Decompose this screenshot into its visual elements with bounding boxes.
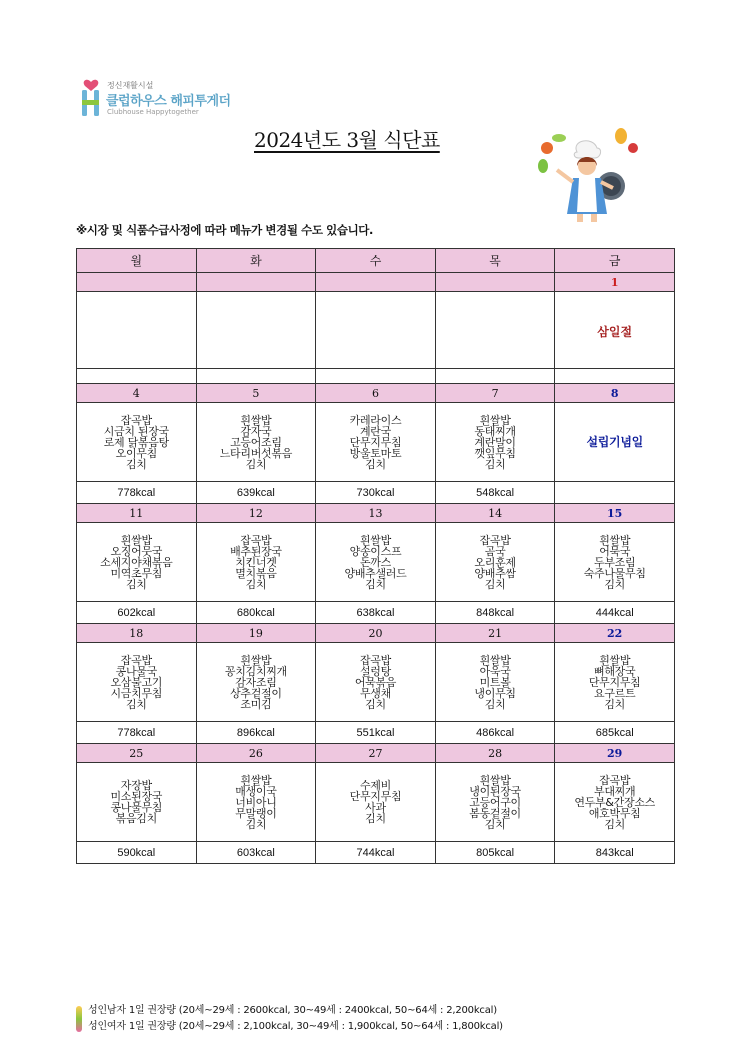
date-cell-thu: 7 (435, 384, 555, 403)
menu-cell-tue (196, 643, 316, 722)
weekday-wed: 수 (316, 249, 436, 273)
menu-cell-wed (316, 643, 436, 722)
menu-item: 조미김 (240, 697, 272, 711)
menu-item: 뼈해장국 (594, 664, 636, 678)
menu-item: 잡곡밥 (240, 533, 272, 547)
date-cell-fri: 15 (555, 504, 675, 523)
date-cell-mon: 25 (77, 744, 197, 763)
menu-item: 시금치 된장국 (103, 424, 169, 438)
menu-item: 김치 (125, 457, 147, 471)
menu-cell-fri (555, 523, 675, 602)
menu-item: 흰쌀밥 (479, 413, 511, 427)
kcal-cell-thu: 805kcal (435, 842, 555, 864)
menu-item: 김치 (125, 697, 147, 711)
kcal-cell-mon: 602kcal (77, 602, 197, 624)
menu-item: 냉이무침 (474, 686, 516, 700)
kcal-cell-fri: 843kcal (555, 842, 675, 864)
menu-item: 계란국 (359, 424, 391, 438)
date-cell-mon: 11 (77, 504, 197, 523)
kcal-cell-wed (316, 369, 436, 384)
weekday-header-row (77, 249, 675, 273)
menu-item: 애호박무침 (588, 806, 641, 820)
menu-item: 김치 (484, 697, 506, 711)
logo-english-name: Clubhouse Happytogether (107, 108, 199, 116)
menu-item: 김치 (365, 577, 386, 591)
menu-item: 김치 (125, 577, 147, 591)
menu-cell-tue (196, 403, 316, 482)
menu-cell-thu (435, 292, 555, 369)
menu-item: 느타리버섯볶음 (219, 446, 293, 460)
clubhouse-logo (80, 78, 250, 122)
menu-item: 고등어조림 (230, 435, 282, 449)
menu-item: 감자국 (240, 424, 272, 438)
menu-item: 단무지무침 (588, 675, 641, 689)
kcal-cell-wed: 730kcal (316, 482, 436, 504)
kcal-cell-wed: 744kcal (316, 842, 436, 864)
menu-item: 콩나물무침 (110, 801, 163, 814)
date-cell-wed: 6 (316, 384, 436, 403)
date-cell-tue: 26 (196, 744, 316, 763)
weekday-thu: 목 (435, 249, 555, 273)
menu-item: 김치 (365, 697, 386, 711)
footer-female-intake: 성인여자 1일 권장량 (20세~29세 : 2,100kcal, 30~49세 : 1,900kcal, 50~64세 : 1,800kcal) (88, 1021, 503, 1032)
menu-item: 김치 (245, 457, 267, 471)
logo-h-icon (80, 78, 102, 118)
kcal-cell-mon: 590kcal (77, 842, 197, 864)
weekday-mon: 월 (77, 249, 197, 273)
menu-cell-thu (435, 763, 555, 842)
menu-item: 요구르트 (594, 686, 636, 700)
menu-row (77, 292, 675, 369)
menu-cell-mon (77, 523, 197, 602)
date-cell-thu: 28 (435, 744, 555, 763)
menu-item: 두부조림 (594, 555, 636, 569)
kcal-cell-tue: 639kcal (196, 482, 316, 504)
menu-item: 오이무침 (115, 446, 157, 460)
menu-cell-mon (77, 403, 197, 482)
menu-item: 숙주나물무침 (583, 566, 646, 580)
menu-item: 시금치무침 (110, 686, 163, 700)
weekday-fri: 금 (555, 249, 675, 273)
date-cell-thu: 21 (435, 624, 555, 643)
menu-item: 김치 (365, 457, 386, 471)
menu-item: 김치 (484, 577, 506, 591)
menu-table (76, 248, 675, 864)
date-cell-mon: 18 (77, 624, 197, 643)
date-row (77, 744, 675, 763)
menu-item: 오삼불고기 (110, 675, 163, 689)
menu-cell-fri (555, 763, 675, 842)
menu-item: 김치 (484, 457, 506, 471)
chef-illustration (533, 126, 651, 226)
menu-item: 수제비 (359, 779, 391, 792)
menu-item: 흰쌀밥 (599, 533, 631, 547)
menu-cell-thu (435, 403, 555, 482)
menu-item: 소세지야채볶음 (100, 555, 173, 569)
logo-subtitle: 정신재활시설 (107, 81, 154, 90)
menu-cell-wed (316, 763, 436, 842)
menu-cell-mon (77, 643, 197, 722)
menu-item: 냉이된장국 (469, 784, 521, 798)
logo-name: 클럽하우스 해피투게더 (106, 94, 231, 109)
page-title: 2024년도 3월 식단표 (254, 128, 440, 152)
date-row (77, 504, 675, 523)
date-cell-mon (77, 273, 197, 292)
holiday-label: 삼일절 (597, 324, 633, 339)
menu-item: 깻잎무침 (474, 446, 516, 460)
menu-item: 흰쌀밥 (240, 653, 272, 667)
menu-cell-tue (196, 292, 316, 369)
holiday-label: 설립기념일 (586, 434, 643, 449)
date-cell-fri: 22 (555, 624, 675, 643)
menu-row (77, 763, 675, 842)
menu-item: 감자조림 (235, 675, 277, 689)
menu-item: 방울토마토 (349, 446, 402, 460)
menu-item: 계란말이 (474, 435, 516, 449)
kcal-row (77, 842, 675, 864)
menu-item: 부대찌개 (594, 784, 636, 798)
menu-item: 흰쌀밥 (359, 533, 391, 547)
menu-item: 잡곡밥 (120, 653, 152, 667)
menu-item: 잡곡밥 (120, 413, 152, 427)
menu-cell-wed (316, 523, 436, 602)
kcal-cell-thu (435, 369, 555, 384)
menu-item: 곰국 (484, 544, 506, 558)
menu-item: 고등어구이 (469, 795, 521, 809)
menu-item: 배추된장국 (230, 544, 282, 558)
menu-item: 흰쌀밥 (240, 773, 272, 787)
date-cell-thu: 14 (435, 504, 555, 523)
menu-cell-mon (77, 763, 197, 842)
menu-item: 아욱국 (479, 664, 511, 678)
date-cell-fri: 1 (555, 273, 675, 292)
menu-cell-mon (77, 292, 197, 369)
menu-item: 김치 (604, 577, 626, 591)
footer-recommendations (74, 1003, 503, 1035)
menu-item: 단무지무침 (349, 790, 402, 803)
menu-item: 흰쌀밥 (479, 773, 511, 787)
date-cell-wed: 13 (316, 504, 436, 523)
menu-item: 김치 (245, 817, 267, 831)
menu-item: 흰쌀밥 (120, 533, 152, 547)
menu-cell-wed (316, 292, 436, 369)
menu-item: 미트볼 (479, 675, 511, 689)
date-row (77, 624, 675, 643)
menu-item: 치킨너겟 (235, 555, 277, 569)
menu-item: 매생이국 (235, 784, 277, 798)
menu-item: 잡곡밥 (599, 773, 631, 787)
menu-cell-fri (555, 643, 675, 722)
menu-item: 오징어뭇국 (110, 544, 163, 558)
menu-item: 봄동겉절이 (469, 806, 521, 820)
kcal-cell-fri (555, 369, 675, 384)
kcal-cell-fri: 685kcal (555, 722, 675, 744)
kcal-cell-tue: 680kcal (196, 602, 316, 624)
menu-cell-wed (316, 403, 436, 482)
date-cell-tue (196, 273, 316, 292)
menu-item: 미소된장국 (110, 790, 163, 803)
menu-item: 흰쌀밥 (240, 413, 272, 427)
date-cell-wed: 20 (316, 624, 436, 643)
menu-item: 흰쌀밥 (479, 653, 511, 667)
menu-cell-fri (555, 403, 675, 482)
kcal-cell-thu: 848kcal (435, 602, 555, 624)
footer-male-intake: 성인남자 1일 권장량 (20세~29세 : 2600kcal, 30~49세 : 2400kcal, 50~64세 : 2,200kcal) (88, 1005, 497, 1016)
menu-item: 김치 (245, 577, 267, 591)
menu-item: 김치 (604, 697, 626, 711)
menu-cell-tue (196, 523, 316, 602)
kcal-cell-tue: 603kcal (196, 842, 316, 864)
kcal-cell-fri: 444kcal (555, 602, 675, 624)
weekday-tue: 화 (196, 249, 316, 273)
menu-item: 사과 (365, 801, 386, 814)
kcal-row (77, 482, 675, 504)
menu-item: 양배추쌈 (474, 566, 516, 580)
menu-item: 연두부&간장소스 (574, 795, 655, 809)
date-cell-tue: 19 (196, 624, 316, 643)
menu-item: 무생채 (359, 686, 391, 700)
date-cell-tue: 5 (196, 384, 316, 403)
kcal-row (77, 722, 675, 744)
blank-row (77, 369, 675, 384)
kcal-cell-wed: 638kcal (316, 602, 436, 624)
menu-item: 콩나물국 (115, 664, 157, 678)
menu-item: 오리훈제 (474, 555, 516, 569)
menu-item: 흰쌀밥 (599, 653, 631, 667)
date-cell-fri: 8 (555, 384, 675, 403)
date-cell-thu (435, 273, 555, 292)
menu-item: 카레라이스 (349, 413, 402, 427)
menu-item: 멸치볶음 (235, 566, 277, 580)
menu-item: 어묵볶음 (354, 675, 397, 689)
menu-item: 김치 (604, 817, 626, 831)
kcal-cell-wed: 551kcal (316, 722, 436, 744)
kcal-cell-thu: 548kcal (435, 482, 555, 504)
menu-item: 무말랭이 (235, 806, 277, 820)
menu-item: 자장밥 (120, 779, 152, 792)
kcal-cell-tue: 896kcal (196, 722, 316, 744)
menu-item: 설렁탕 (359, 664, 391, 678)
menu-row (77, 403, 675, 482)
menu-cell-thu (435, 523, 555, 602)
kcal-cell-tue (196, 369, 316, 384)
date-cell-tue: 12 (196, 504, 316, 523)
menu-item: 너비아니 (235, 795, 277, 809)
menu-item: 동태찌개 (474, 424, 516, 438)
date-cell-mon: 4 (77, 384, 197, 403)
date-cell-wed (316, 273, 436, 292)
menu-item: 김치 (484, 817, 506, 831)
menu-row (77, 523, 675, 602)
date-row (77, 384, 675, 403)
menu-item: 미역초무침 (110, 566, 163, 580)
kcal-cell-mon: 778kcal (77, 482, 197, 504)
menu-item: 잡곡밥 (479, 533, 511, 547)
menu-item: 돈까스 (359, 555, 391, 569)
menu-row (77, 643, 675, 722)
kcal-cell-fri (555, 482, 675, 504)
kcal-cell-mon (77, 369, 197, 384)
menu-item: 양송이스프 (349, 544, 402, 558)
menu-item: 로제 닭볶음탕 (103, 435, 169, 449)
date-cell-fri: 29 (555, 744, 675, 763)
menu-item: 단무지무침 (349, 435, 402, 449)
menu-item: 볶음김치 (115, 812, 157, 825)
menu-item: 김치 (365, 812, 386, 825)
kcal-cell-thu: 486kcal (435, 722, 555, 744)
menu-item: 어묵국 (599, 544, 631, 558)
menu-item: 양배추샐러드 (344, 566, 407, 580)
kcal-cell-mon: 778kcal (77, 722, 197, 744)
menu-item: 상추겉절이 (230, 686, 282, 700)
menu-item: 꽁치김치찌개 (224, 664, 287, 678)
kcal-row (77, 602, 675, 624)
notice-text: ※시장 및 식품수급사정에 따라 메뉴가 변경될 수도 있습니다. (76, 223, 373, 237)
date-row (77, 273, 675, 292)
menu-cell-fri (555, 292, 675, 369)
menu-cell-thu (435, 643, 555, 722)
menu-cell-tue (196, 763, 316, 842)
date-cell-wed: 27 (316, 744, 436, 763)
menu-item: 잡곡밥 (359, 653, 391, 667)
